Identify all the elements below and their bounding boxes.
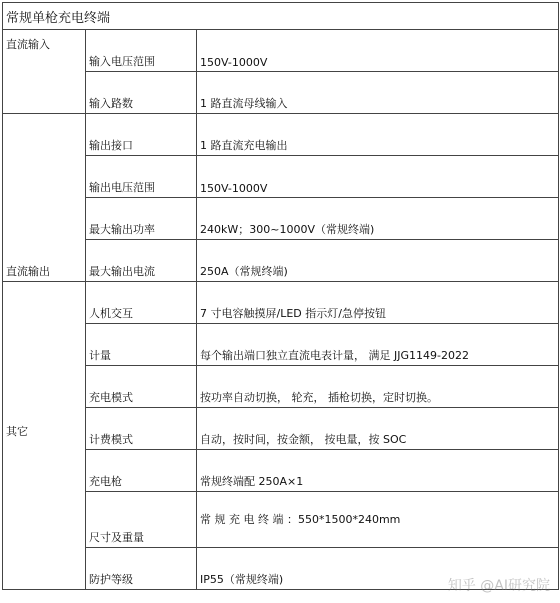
row-label: 计量	[86, 324, 197, 366]
row-value: 常 规 充 电 终 端 ：550*1500*240mm	[197, 492, 559, 548]
row-value: 1 路直流充电输出	[197, 114, 559, 156]
table-title: 常规单枪充电终端	[3, 3, 559, 30]
row-value: 每个输出端口独立直流电表计量， 满足 JJG1149-2022	[197, 324, 559, 366]
spec-table	[2, 2, 559, 590]
row-value: 7 寸电容触摸屏/LED 指示灯/急停按钮	[197, 282, 559, 324]
watermark: 知乎 @AI研究院	[447, 578, 550, 594]
row-label: 充电枪	[86, 450, 197, 492]
row-value: 150V-1000V	[197, 156, 559, 198]
row-label: 输出电压范围	[86, 156, 197, 198]
row-label: 尺寸及重量	[86, 492, 197, 548]
row-label: 人机交互	[86, 282, 197, 324]
row-label: 输出接口	[86, 114, 197, 156]
row-label: 充电模式	[86, 366, 197, 408]
row-label: 计费模式	[86, 408, 197, 450]
row-value: 250A（常规终端)	[197, 240, 559, 282]
row-label: 最大输出功率	[86, 198, 197, 240]
row-label: 输入电压范围	[86, 30, 197, 72]
row-value: IP55（常规终端)	[197, 548, 559, 590]
row-value: 常规终端配 250A×1	[197, 450, 559, 492]
category-dc-input: 直流输入	[3, 30, 86, 114]
row-label: 输入路数	[86, 72, 197, 114]
category-dc-output: 直流输出	[3, 114, 86, 282]
row-value: 240kW；300~1000V（常规终端)	[197, 198, 559, 240]
category-other: 其它	[3, 282, 86, 590]
row-label: 防护等级	[86, 548, 197, 590]
row-label: 最大输出电流	[86, 240, 197, 282]
row-value: 1 路直流母线输入	[197, 72, 559, 114]
row-value: 按功率自动切换， 轮充， 插枪切换，定时切换。	[197, 366, 559, 408]
row-value: 150V-1000V	[197, 30, 559, 72]
row-value: 自动，按时间，按金额， 按电量，按 SOC	[197, 408, 559, 450]
